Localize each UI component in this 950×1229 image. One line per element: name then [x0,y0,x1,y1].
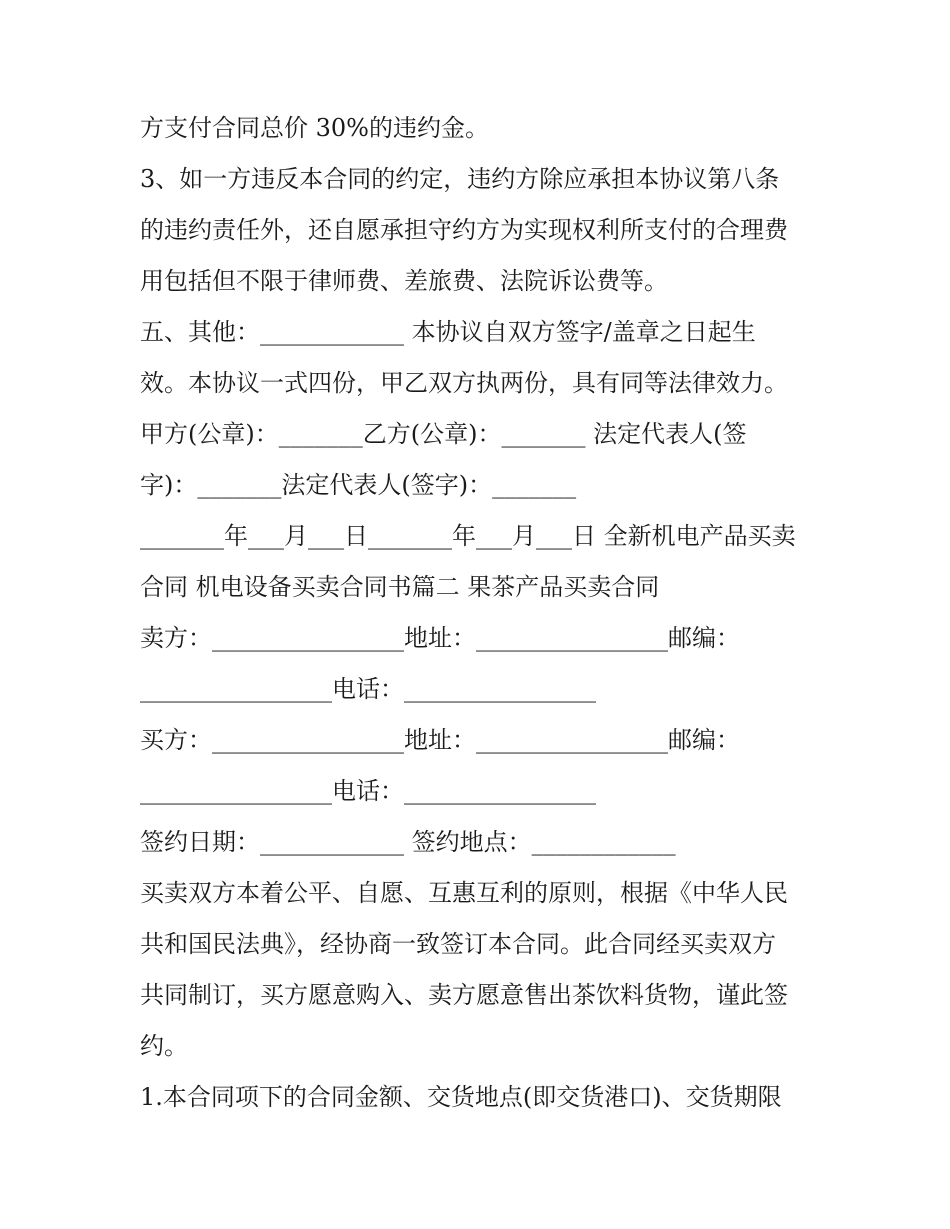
text-line: 甲方(公章)：_______乙方(公章)：_______ 法定代表人(签 [140,420,747,448]
text-line: 买方：________________地址：________________邮编： [140,726,740,754]
text-line: 共同制订，买方愿意购入、卖方愿意售出茶饮料货物，谨此签 [140,981,788,1009]
text-line: 用包括但不限于律师费、差旅费、法院诉讼费等。 [140,267,668,295]
document-body [140,103,830,1123]
text-line: _______年___月___日_______年___月___日 全新机电产品买卖 [140,522,796,550]
text-line: 的违约责任外，还自愿承担守约方为实现权利所支付的合理费 [140,216,788,244]
text-line: 1.本合同项下的合同金额、交货地点(即交货港口)、交货期限 [140,1083,782,1111]
text-line: 合同 机电设备买卖合同书篇二 果茶产品买卖合同 [140,573,660,601]
text-line: 买卖双方本着公平、自愿、互惠互利的原则，根据《中华人民 [140,879,788,907]
text-line: 方支付合同总价 30%的违约金。 [140,114,489,142]
text-line: ________________电话：________________ [140,675,596,703]
text-line: 签约日期：____________ 签约地点：____________ [140,828,676,856]
text-line: 共和国民法典》，经协商一致签订本合同。此合同经买卖双方 [140,930,776,958]
text-line: 3、如一方违反本合同的约定，违约方除应承担本协议第八条 [140,165,780,193]
text-line: 字)：_______法定代表人(签字)：_______ [140,471,577,499]
text-line: ________________电话：________________ [140,777,596,805]
text-line: 卖方：________________地址：________________邮编： [140,624,740,652]
text-line: 效。本协议一式四份，甲乙双方执两份，具有同等法律效力。 [140,369,788,397]
text-line: 约。 [140,1032,188,1060]
text-line: 五、其他：____________ 本协议自双方签字/盖章之日起生 [140,318,756,346]
